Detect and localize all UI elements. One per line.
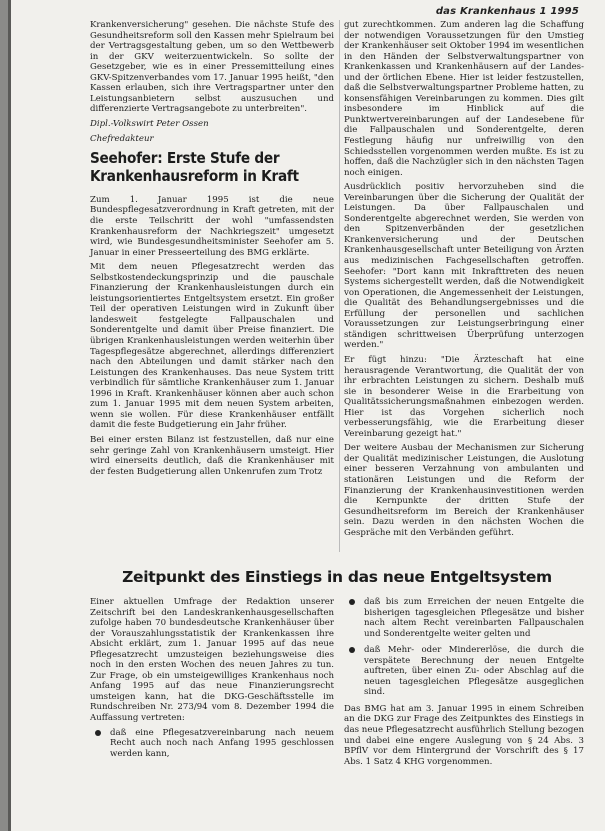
bottom-right-column xyxy=(344,597,584,771)
right-paragraph: Der weitere Ausbau der Mechanismen zur Sicherung der Qualität medizinischer Leistungen, die Auslotung einer besseren Verzahnung von ambulanten und stationären Leistungen und die Reform der Finanzierung der Krankenhausinvestitionen werden die Kernpunkte der dritten Stufe der Gesundheitsreform im Bereich der Krankenhäuser sein. Dazu werden in den nächsten Wochen die Gespräche mit den Verbänden geführt. xyxy=(344,443,584,538)
bullet-list-right xyxy=(344,597,584,698)
right-paragraph: gut zurechtkommen. Zum anderen lag die Schaffung der notwendigen Voraussetzungen für den Umstieg der Krankenhäuser seit Oktober 1994 im wesentlichen in den Händen der Selbstverwaltungspartner von Krankenkassen und Krankenhäusern auf der Landes- und der örtlichen Ebene. Hier ist leider festzustellen, daß die Selbstverwaltungspartner Probleme hatten, zu konsensfähigen Vereinbarungen zu kommen. Dies gilt insbesondere im Hinblick auf die Punktwertvereinbarungen auf der Landesebene für die Fallpauschalen und Sonderentgelte, deren Festlegung häufig nur unfreiwillig von den Schiedsstellen vorgenommen werden mußte. Es ist zu hoffen, daß die Nachzügler sich in den nächsten Tagen noch einigen. xyxy=(344,20,584,178)
section1-paragraph: Mit dem neuen Pflegesatzrecht werden das Selbstkostendeckungsprinzip und die pauschale Finanzierung der Krankenhausleistungen durch ein leistungsorientiertes Entgeltsystem ersetzt. Ein großer Teil der operativen Leistungen wird in Zukunft über landesweit festgelegte Fallpauschalen und Sonderentgelte und damit über Preise finanziert. Die übrigen Krankenhausleistungen werden weiterhin über Tagespflegesätze abgerechnet, allerdings differenziert nach den Abteilungen und damit stärker nach den Leistungen des Krankenhauses. Das neue System tritt verbindlich für sämtliche Krankenhäuser zum 1. Januar 1996 in Kraft. Krankenhäuser können aber auch schon zum 1. Januar 1995 mit dem neuen System arbeiten, wenn sie wollen. Für diese Krankenhäuser entfällt damit die feste Budgetierung ein Jahr früher. xyxy=(90,262,334,431)
author-signature: Dipl.-Volkswirt Peter Ossen xyxy=(90,118,209,129)
section-heading-einstieg: Zeitpunkt des Einstiegs in das neue Entgeltsystem xyxy=(122,568,552,586)
right-column xyxy=(344,20,584,542)
bullet-icon xyxy=(95,730,101,736)
survey-paragraph: Einer aktuellen Umfrage der Redaktion unserer Zeitschrift bei den Landeskrankenhausgesellschaften zufolge haben 70 bundesdeutsche Krankenhäuser über der Vorauszahlungsstatistik der Krankenkassen ihre Absicht erklärt, zum 1. Januar 1995 auf das neue Pflegesatzrecht umzusteigen beziehungsweise dies noch in den ersten Wochen des neuen Jahres zu tun. Zur Frage, ob ein umsteigewilliges Krankenhaus noch Anfang 1995 auf das neue Finanzierungsrecht umsteigen kann, hat die DKG-Geschäftsstelle im Rundschreiben Nr. 273/94 vom 8. Dezember 1994 die Auffassung vertreten: xyxy=(90,597,334,724)
right-paragraph: Er fügt hinzu: "Die Ärzteschaft hat eine herausragende Verantwortung, die Qualität der von ihr erbrachten Leistungen zu sichern. Deshalb muß sie in besonderer Weise in die Erarbeitung von Qualitätssicherungsmaßnahmen einbezogen werden. Hier ist das Vorgehen sicherlich noch verbesserungsfähig, wie die Erarbeitung dieser Vereinbarung gezeigt hat." xyxy=(344,354,584,439)
list-item xyxy=(344,597,584,639)
left-column xyxy=(90,20,334,481)
bullet-icon xyxy=(349,599,355,605)
bottom-left-column xyxy=(90,597,334,765)
section1-paragraph: Bei einer ersten Bilanz ist festzustellen, daß nur eine sehr geringe Zahl von Krankenhäusern umsteigt. Hier wird einerseits deutlich, daß die Krankenhäuser mit der festen Budgetierung allen Unkenrufen zum Trotz xyxy=(90,434,334,477)
section-heading-seehofer: Seehofer: Erste Stufe der Krankenhausreform in Kraft xyxy=(90,148,299,185)
running-head: das Krankenhaus 1 1995 xyxy=(435,6,579,17)
author-role: Chefredakteur xyxy=(90,133,154,144)
list-item xyxy=(90,728,334,760)
list-item xyxy=(344,645,584,698)
right-paragraph: Ausdrücklich positiv hervorzuheben sind die Vereinbarungen über die Sicherung der Qualität der Leistungen. Da über Fallpauschalen und Sonderentgelte abgerechnet werden, Sie werden von den Spitzenverbänden der gesetzlichen Krankenversicherung und der Deutschen Krankenhausgesellschaft unter Beteiligung von Ärzten aus medizinischen Fachgesellschaften getroffen. Seehofer: "Dort kann mit Inkrafttreten des neuen Systems sichergestellt werden, daß die Notwendigkeit von Operationen, die Angemessenheit der Leistungen, die Qualität des Behandlungsergebnisses und die Erfüllung der personellen und sachlichen Voraussetzungen zur Leistungserbringung einer ständigen schrittweisen Überprüfung unterzogen werden." xyxy=(344,182,584,351)
intro-paragraph: Krankenversicherung" gesehen. Die nächste Stufe des Gesundheitsreform soll den Kassen mehr Spielraum bei der Vertragsgestaltung geben, um so den Wettbewerb in der GKV weiterzuentwickeln. So sollte der Gesetzgeber, wie es in einer Pressemitteilung eines GKV-Spitzenverbandes vom 17. Januar 1995 heißt, "den Kassen erlauben, sich ihre Vertragspartner unter den Leistungsanbietern selbst auszusuchen und differenzierte Vertragsangebote zu unterbreiten". xyxy=(90,20,334,115)
bullet-text: daß bis zum Erreichen der neuen Entgelte die bisherigen tagesgleichen Pflegesätze und bisher nach altem Recht vereinbarten Fallpauschalen und Sonderentgelte weiter gelten und xyxy=(364,597,584,639)
bullet-text: daß eine Pflegesatzvereinbarung nach neuem Recht auch noch nach Anfang 1995 geschlossen werden kann, xyxy=(110,727,334,759)
bullet-icon xyxy=(349,647,355,653)
bmg-paragraph: Das BMG hat am 3. Januar 1995 in einem Schreiben an die DKG zur Frage des Zeitpunktes des Einstiegs in das neue Pflegesatzrecht ausführlich Stellung bezogen und dabei eine engere Auslegung von § 24 Abs. 3 BPflV vor dem Hintergrund der Vorschrift des § 17 Abs. 1 Satz 4 KHG vorgenommen. xyxy=(344,703,584,767)
bullet-text: daß Mehr- oder Mindererlöse, die durch die verspätete Berechnung der neuen Entgelte auftreten, über einen Zu- oder Abschlag auf die neuen tagesgleichen Pflegesätze ausgeglichen sind. xyxy=(364,645,584,698)
bullet-list-left xyxy=(90,728,334,760)
scan-edge xyxy=(8,0,11,831)
section1-paragraph: Zum 1. Januar 1995 ist die neue Bundespflegesatzverordnung in Kraft getreten, mit der die erste Teilschritt der wohl "umfassendsten Krankenhausreform der Nachkriegszeit" umgesetzt wird, wie Bundesgesundheitsminister Seehofer am 5. Januar in einer Presseerteilung des BMG erklärte. xyxy=(90,194,334,258)
column-divider xyxy=(339,20,340,552)
